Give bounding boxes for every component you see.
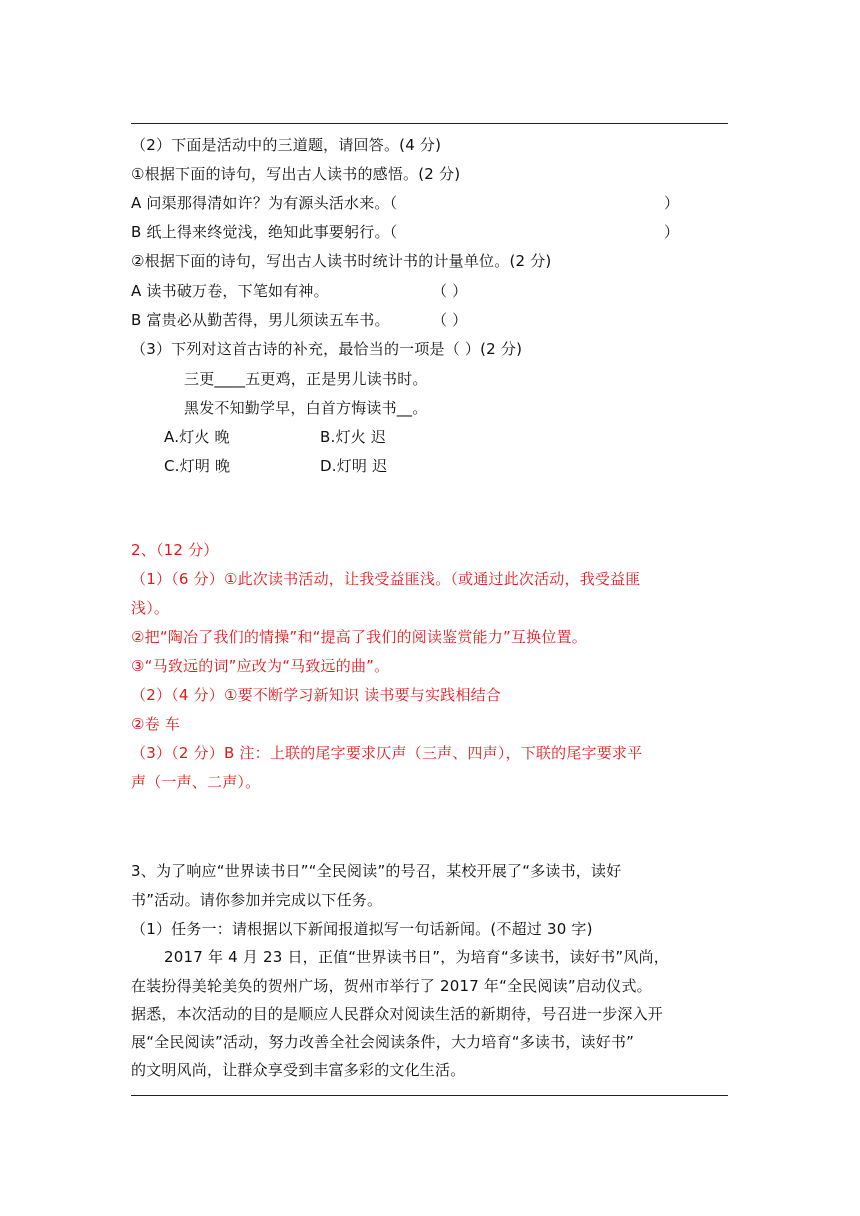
question-2-2-a-blank: （ ） xyxy=(432,282,468,300)
news-line-3: 据悉，本次活动的目的是顺应人民群众对阅读生活的新期待，号召进一步深入开 xyxy=(131,1005,664,1023)
question-2-title: （2）下面是活动中的三道题，请回答。(4 分) xyxy=(131,136,442,154)
task-1: （1）任务一：请根据以下新闻报道拟写一句话新闻。(不超过 30 字) xyxy=(131,920,593,938)
question-2-2-a: A 读书破万卷，下笔如有神。 xyxy=(131,282,329,300)
question-2-1-b-blank-close: ） xyxy=(664,223,680,241)
question-2-1-b: B 纸上得来终觉浅，绝知此事要躬行。（ xyxy=(131,223,398,241)
answers-header: 2、（12 分） xyxy=(131,541,219,559)
question-3-title: （3）下列对这首古诗的补充，最恰当的一项是（ ）(2 分) xyxy=(131,340,523,358)
answer-2-1: （2）（4 分）①要不断学习新知识 读书要与实践相结合 xyxy=(131,686,501,704)
answer-1-line-2: 浅）。 xyxy=(131,599,170,617)
option-d: D.灯明 迟 xyxy=(320,457,388,475)
news-line-1: 2017 年 4 月 23 日，正值“世界读书日”，为培育“多读书，读好书”风尚， xyxy=(164,948,669,966)
question-3-intro-line-1: 3、为了响应“世界读书日”“全民阅读”的号召，某校开展了“多读书，读好 xyxy=(131,862,622,880)
news-line-4: 展“全民阅读”活动，努力改善全社会阅读条件，大力培育“多读书，读好书” xyxy=(131,1033,635,1051)
question-2-1: ①根据下面的诗句，写出古人读书的感悟。(2 分) xyxy=(131,165,461,183)
question-2-2-b: B 富贵必从勤苦得，男儿须读五车书。 xyxy=(131,311,390,329)
question-2-1-a: A 问渠那得清如许？为有源头活水来。（ xyxy=(131,194,398,212)
news-line-2: 在装扮得美轮美奂的贺州广场，贺州市举行了 2017 年“全民阅读”启动仪式。 xyxy=(131,977,652,995)
poem-line-1: 三更____五更鸡，正是男儿读书时。 xyxy=(184,370,428,388)
answer-line-top xyxy=(131,123,728,124)
answer-3-line-2: 声（一声、二声）。 xyxy=(131,773,261,791)
question-2-2-b-blank: （ ） xyxy=(432,311,468,329)
answer-1-3: ③“马致远的词”应改为“马致远的曲”。 xyxy=(131,657,390,675)
option-a: A.灯火 晚 xyxy=(164,428,230,446)
answer-1-line-1: （1）（6 分）①此次读书活动，让我受益匪浅。（或通过此次活动，我受益匪 xyxy=(131,570,641,588)
answer-3-line-1: （3）（2 分）B 注：上联的尾字要求仄声（三声、四声），下联的尾字要求平 xyxy=(131,744,643,762)
poem-line-2: 黑发不知勤学早，白首方悔读书__。 xyxy=(184,399,428,417)
question-2-1-a-blank-close: ） xyxy=(664,194,680,212)
option-c: C.灯明 晚 xyxy=(164,457,231,475)
answer-1-2: ②把“陶冶了我们的情操”和“提高了我们的阅读鉴赏能力”互换位置。 xyxy=(131,628,587,646)
option-b: B.灯火 迟 xyxy=(320,428,387,446)
question-2-2: ②根据下面的诗句，写出古人读书时统计书的计量单位。(2 分) xyxy=(131,252,552,270)
news-line-5: 的文明风尚，让群众享受到丰富多彩的文化生活。 xyxy=(131,1061,466,1079)
answer-line-bottom xyxy=(131,1095,728,1096)
answer-2-2: ②卷 车 xyxy=(131,715,181,733)
question-3-intro-line-2: 书”活动。请你参加并完成以下任务。 xyxy=(131,891,383,909)
